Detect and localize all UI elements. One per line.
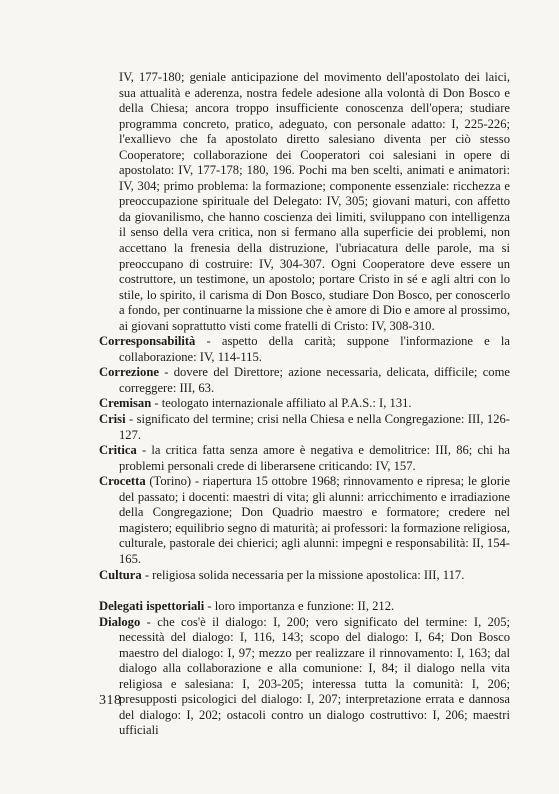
entry-term: Delegati ispettoriali	[99, 599, 205, 614]
entry-text: - la critica fatta senza amore è negativa e demolitrice: III, 86; chi ha problemi personali crede di liberarsene criticando: IV, 157.	[119, 443, 510, 473]
entry-term: Crisi	[99, 412, 126, 427]
entry-text: (Torino) - riapertura 15 ottobre 1968; rinnovamento e ripresa; le glorie del passato; i docenti: maestri di vita; gli alunni: arricchimento e irradiazione della Congregazione; Don Quadrio maestro e formatore; credere nel magistero; equilibrio segno di maturità; ai professori: la formazione religiosa, culturale, pastorale dei chierici; agli alunni: impegni e responsabilità: II, 154-165.	[119, 474, 510, 566]
entry-term: Cultura	[99, 567, 142, 582]
index-entry-crocetta	[99, 474, 510, 567]
entry-term: Critica	[99, 443, 137, 458]
entry-text: - dovere del Direttore; azione necessaria, delicata, difficile; come correggere: III, 63.	[119, 365, 510, 395]
entry-text: - teologato internazionale affiliato al P.A.S.: I, 131.	[151, 396, 412, 411]
index-entry-cremisan	[99, 396, 510, 412]
entry-text: - loro importanza e funzione: II, 212.	[204, 599, 395, 614]
index-entry-correzione	[99, 365, 510, 396]
page-number: 318	[99, 693, 122, 708]
entry-term: Crocetta	[99, 474, 146, 489]
index-entry-corresponsabilita	[99, 334, 510, 365]
entry-term: Correzione	[99, 365, 159, 380]
entry-term: Dialogo	[99, 614, 141, 629]
index-entry-dialogo	[99, 615, 510, 739]
analytical-index	[99, 70, 510, 739]
entry-text: - aspetto della carità; suppone l'informazione e la collaborazione: IV, 114-115.	[119, 334, 510, 364]
entry-term: Corresponsabilità	[99, 334, 196, 349]
entry-term: Cremisan	[99, 396, 152, 411]
index-entry-crisi	[99, 412, 510, 443]
index-entry-cultura	[99, 568, 510, 584]
index-entry-continuation	[99, 70, 510, 334]
entry-text: - religiosa solida necessaria per la missione apostolica: III, 117.	[141, 567, 465, 582]
entry-text: - significato del termine; crisi nella Chiesa e nella Congregazione: III, 126-127.	[119, 412, 510, 442]
entry-text: IV, 177-180; geniale anticipazione del movimento dell'apostolato dei laici, sua attualità e aderenza, nostra fedele adesione alla volontà di Don Bosco e della Chiesa; ancora troppo insufficiente conoscenza dell'opera; studiare programma concreto, pratico, adeguato, con personale adatto: I, 225-226; l'exallievo che fa apostolato diretto salesiano diventa per ciò stesso Cooperatore; collaborazione dei Cooperatori coi salesiani in opere di apostolato: IV, 177-178; 180, 196. Pochi ma ben scelti, animati e animatori: IV, 304; primo problema: la formazione; componente essenziale: ricchezza e preoccupazione spirituale del Delegato: IV, 305; giovani maturi, con affetto da giovanilismo, che hanno coscienza dei limiti, sviluppano con intelligenza il senso della vera critica, non si fermano alla superficie dei problemi, non accettano la frenesia della distruzione, l'ubriacatura delle parole, ma si preoccupano di costruire: IV, 304-307. Ogni Cooperatore deve essere un costruttore, un testimone, un apostolo; portare Cristo in sé e agli altri con lo stile, lo spirito, il carisma di Don Bosco, studiare Don Bosco, per conoscerlo a fondo, per continuarne la missione che è amore di Dio e amore al prossimo, ai giovani soprattutto visti come fratelli di Cristo: IV, 308-310.	[119, 70, 510, 333]
index-entry-delegati-ispettoriali	[99, 599, 510, 615]
entry-text: - che cos'è il dialogo: I, 200; vero significato del termine: I, 205; necessità del dialogo: I, 116, 143; scopo del dialogo: I, 64; Don Bosco maestro del dialogo: I, 97; mezzo per realizzare il rinnovamento: I, 163; dal dialogo alla collaborazione e alla comunione: I, 84; il dialogo nella vita religiosa e salesiana: I, 203-205; interessa tutta la comunità: I, 206; presupposti psicologici del dialogo: I, 207; interpretazione errata e dannosa del dialogo: I, 202; ostacoli contro un dialogo costruttivo: I, 206; maestri ufficiali	[119, 614, 510, 738]
index-entry-critica	[99, 443, 510, 474]
letter-section-gap	[99, 583, 510, 599]
